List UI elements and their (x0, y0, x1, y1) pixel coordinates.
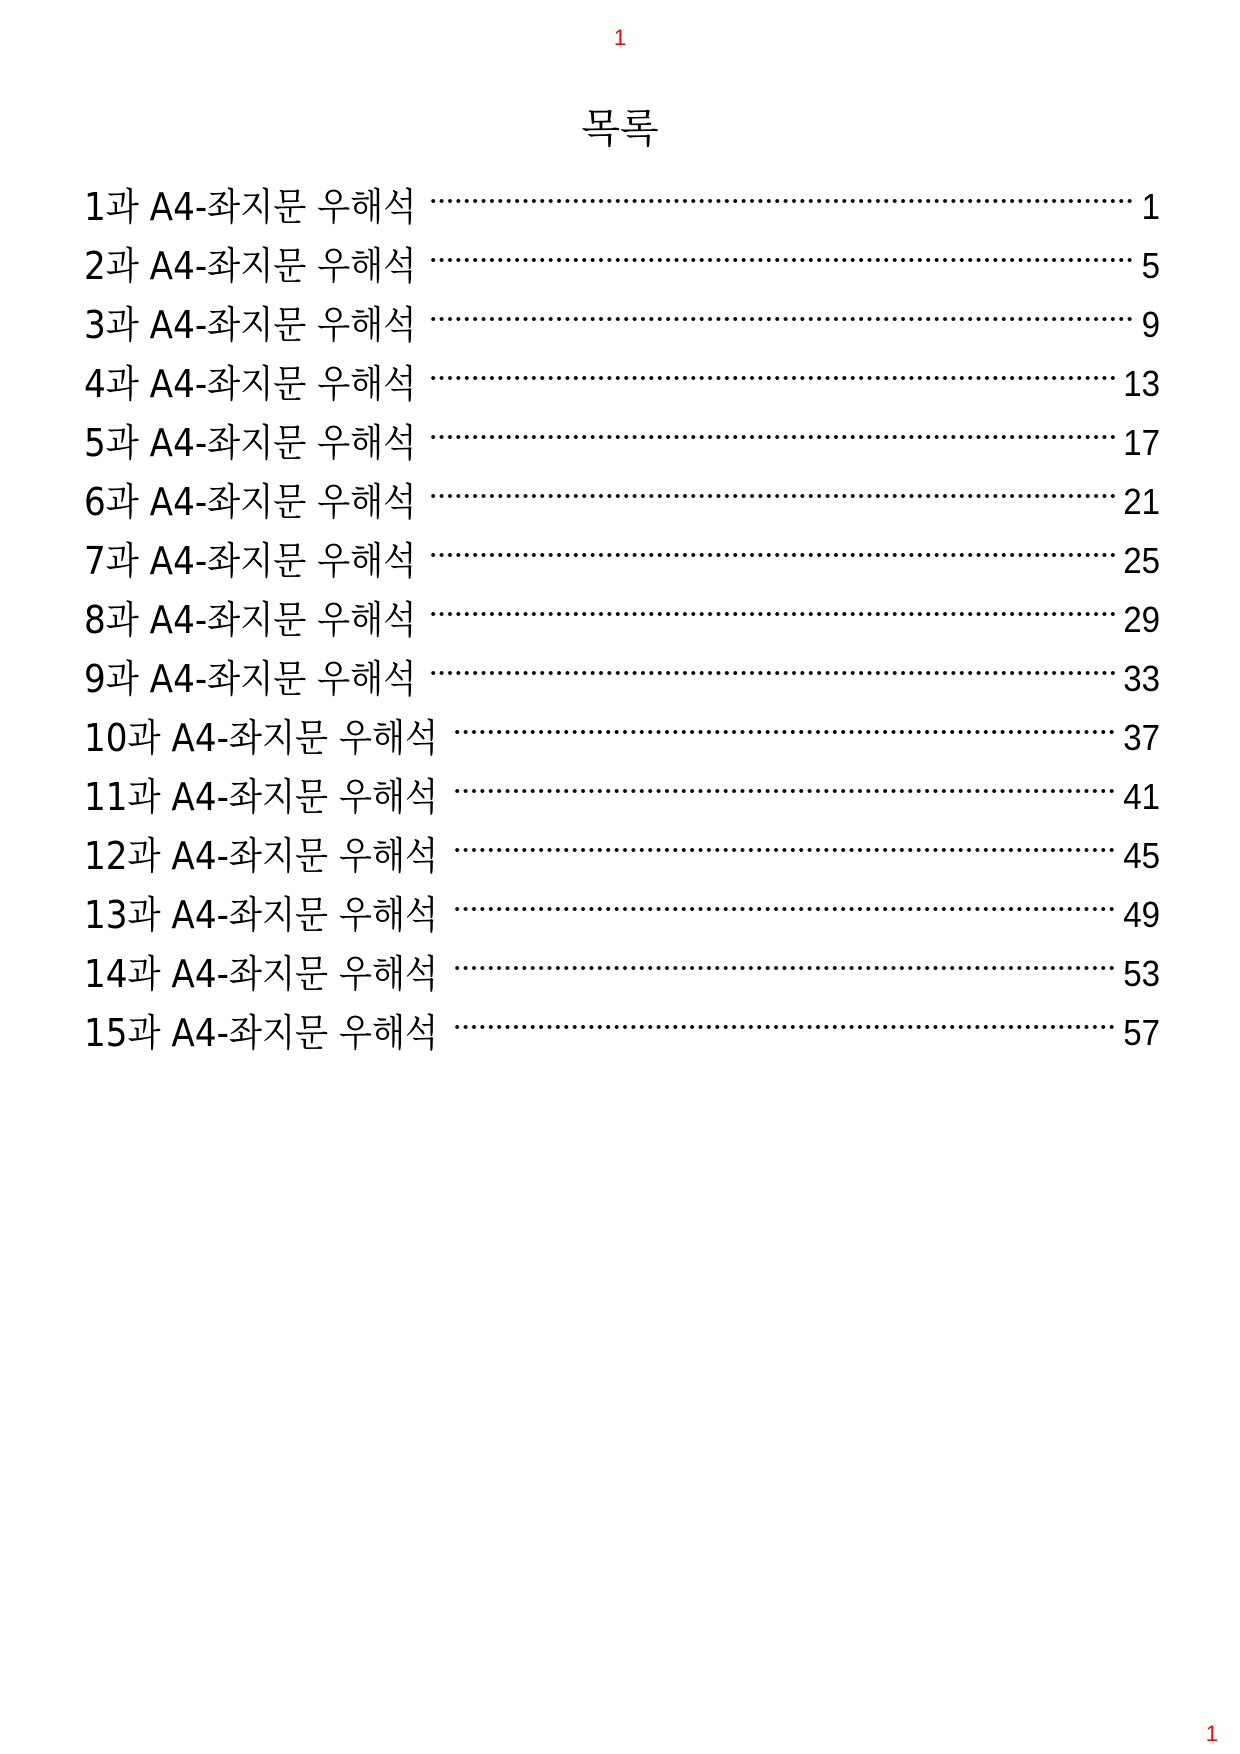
toc-entry-page: 17 (1123, 422, 1160, 463)
toc-entry[interactable] (84, 820, 1160, 879)
toc-entry-page: 53 (1123, 953, 1160, 994)
toc-entry-page: 13 (1123, 363, 1160, 404)
table-of-contents (84, 171, 1160, 1056)
toc-dot-leader (429, 658, 1116, 688)
toc-entry-label: 4과 A4-좌지문 우해석 (84, 362, 417, 406)
toc-entry-label: 12과 A4-좌지문 우해석 (84, 834, 439, 878)
toc-entry-page: 37 (1123, 717, 1160, 758)
toc-entry[interactable] (84, 230, 1160, 289)
toc-dot-leader (429, 304, 1136, 334)
toc-entry-label: 11과 A4-좌지문 우해석 (84, 775, 439, 819)
toc-entry-page: 45 (1123, 835, 1160, 876)
toc-entry-page: 57 (1123, 1012, 1160, 1053)
toc-entry[interactable] (84, 525, 1160, 584)
toc-entry[interactable] (84, 879, 1160, 938)
toc-entry-page: 5 (1141, 245, 1160, 286)
toc-dot-leader (429, 599, 1116, 629)
toc-entry-page: 49 (1123, 894, 1160, 935)
toc-entry-label: 6과 A4-좌지문 우해석 (84, 480, 417, 524)
toc-dot-leader (453, 953, 1116, 983)
toc-entry-label: 15과 A4-좌지문 우해석 (84, 1011, 439, 1055)
toc-title: 목록 (581, 105, 659, 152)
toc-entry[interactable] (84, 997, 1160, 1056)
toc-entry[interactable] (84, 938, 1160, 997)
toc-entry-page: 21 (1123, 481, 1160, 522)
footer-page-number: 1 (1205, 1721, 1218, 1746)
toc-dot-leader (429, 422, 1116, 452)
toc-entry[interactable] (84, 348, 1160, 407)
toc-dot-leader (453, 835, 1116, 865)
toc-entry-label: 10과 A4-좌지문 우해석 (84, 716, 439, 760)
toc-entry-label: 9과 A4-좌지문 우해석 (84, 657, 417, 701)
header-page-number: 1 (613, 25, 627, 50)
toc-entry-label: 3과 A4-좌지문 우해석 (84, 303, 417, 347)
toc-entry[interactable] (84, 761, 1160, 820)
toc-dot-leader (453, 717, 1116, 747)
toc-entry-page: 33 (1123, 658, 1160, 699)
toc-entry-page: 1 (1141, 186, 1160, 227)
toc-entry-page: 29 (1123, 599, 1160, 640)
toc-entry[interactable] (84, 702, 1160, 761)
toc-dot-leader (429, 540, 1116, 570)
toc-entry-label: 1과 A4-좌지문 우해석 (84, 185, 417, 229)
toc-entry[interactable] (84, 289, 1160, 348)
toc-entry-label: 5과 A4-좌지문 우해석 (84, 421, 417, 465)
toc-entry-label: 13과 A4-좌지문 우해석 (84, 893, 439, 937)
toc-entry-page: 25 (1123, 540, 1160, 581)
toc-entry-label: 2과 A4-좌지문 우해석 (84, 244, 417, 288)
toc-entry-label: 8과 A4-좌지문 우해석 (84, 598, 417, 642)
toc-dot-leader (453, 894, 1116, 924)
toc-dot-leader (429, 363, 1116, 393)
toc-entry[interactable] (84, 407, 1160, 466)
toc-dot-leader (453, 1012, 1116, 1042)
toc-dot-leader (429, 481, 1116, 511)
toc-dot-leader (429, 245, 1136, 275)
toc-entry-page: 41 (1123, 776, 1160, 817)
toc-entry[interactable] (84, 584, 1160, 643)
toc-entry-label: 14과 A4-좌지문 우해석 (84, 952, 439, 996)
toc-entry-page: 9 (1141, 304, 1160, 345)
toc-entry[interactable] (84, 643, 1160, 702)
toc-entry-label: 7과 A4-좌지문 우해석 (84, 539, 417, 583)
toc-entry[interactable] (84, 171, 1160, 230)
toc-entry[interactable] (84, 466, 1160, 525)
toc-dot-leader (453, 776, 1116, 806)
toc-dot-leader (429, 186, 1136, 216)
